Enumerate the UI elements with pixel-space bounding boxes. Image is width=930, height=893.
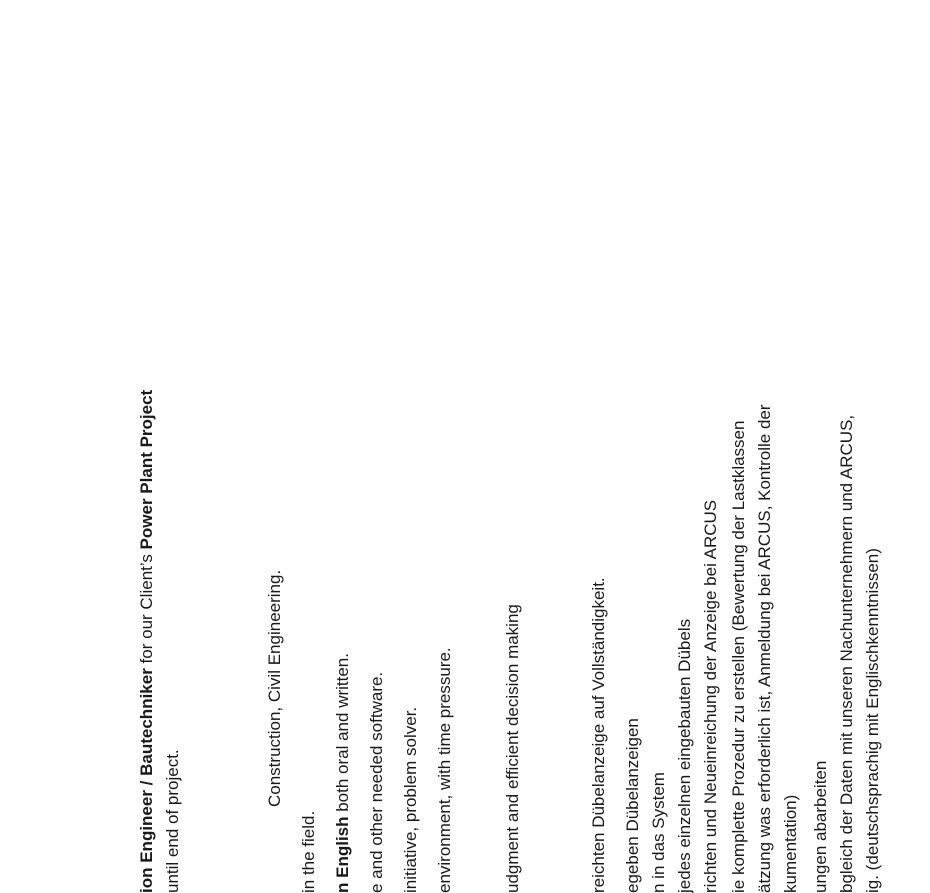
requirement-emphasis: n English — [333, 817, 352, 893]
requirement-item: Construction, Civil Engineering. — [266, 570, 283, 807]
requirement-item — [334, 653, 351, 893]
task-item: ig. (deutschsprachig mit Englischkenntnissen) — [864, 548, 881, 893]
job-title-line — [138, 390, 155, 893]
requirement-text: both oral and written. — [333, 653, 352, 816]
duration-line: until end of project. — [164, 749, 181, 893]
requirement-item: udgment and efficient decision making — [504, 604, 521, 893]
requirement-item: e and other needed software. — [368, 672, 385, 893]
task-item: ätzung was erforderlich ist, Anmeldung bei ARCUS, Kontrolle der — [756, 404, 773, 893]
task-item: egeben Dübelanzeigen — [624, 718, 641, 893]
task-item: kumentation) — [782, 795, 799, 893]
requirement-item: environment, with time pressure. — [436, 647, 453, 893]
task-item: jedes einzelnen eingebauten Dübels — [676, 619, 693, 893]
task-item: n in das System — [650, 772, 667, 893]
task-item: richten und Neueinreichung der Anzeige bei ARCUS — [702, 500, 719, 893]
requirement-item: initiative, problem solver. — [402, 707, 419, 893]
requirement-item: in the field. — [300, 811, 317, 893]
job-title-role: ion Engineer / Bautechniker — [137, 668, 156, 893]
job-title-project: Power Plant Project — [137, 390, 156, 550]
job-title-connector: for our Client’s — [137, 549, 156, 668]
task-item: reichten Dübelanzeige auf Vollständigkeit. — [590, 577, 607, 893]
task-item: bgleich der Daten mit unseren Nachunternehmern und ARCUS, — [838, 415, 855, 893]
task-item: ungen abarbeiten — [812, 761, 829, 893]
task-item: ie komplette Prozedur zu erstellen (Bewertung der Lastklassen — [730, 421, 747, 893]
